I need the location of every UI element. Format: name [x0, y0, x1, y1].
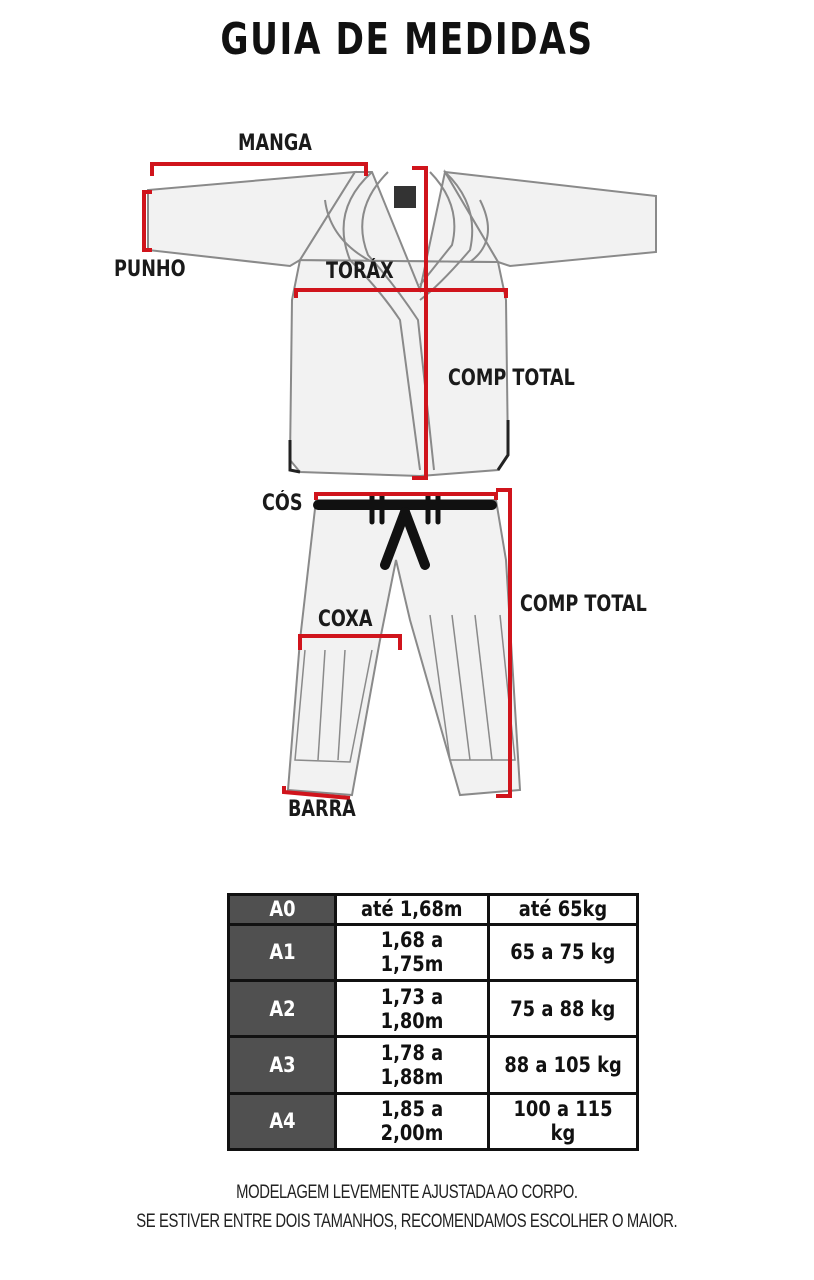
weight-range: 88 a 105 kg [489, 1037, 638, 1093]
label-coxa: COXA [318, 607, 373, 632]
size-recommendation-note: SE ESTIVER ENTRE DOIS TAMANHOS, RECOMENDAMOS ESCOLHER O MAIOR. [136, 1211, 678, 1232]
label-punho: PUNHO [114, 257, 186, 282]
size-table [227, 893, 639, 1151]
table-row [229, 895, 638, 925]
label-comp-total-jacket: COMP TOTAL [448, 366, 575, 391]
label-barra: BARRA [288, 797, 356, 822]
size-code: A2 [229, 981, 336, 1037]
height-range: até 1,68m [336, 895, 489, 925]
size-code: A3 [229, 1037, 336, 1093]
label-cos: CÓS [262, 491, 303, 516]
pants-illustration [288, 500, 520, 795]
label-comp-total-pants: COMP TOTAL [520, 592, 647, 617]
size-code: A1 [229, 924, 336, 980]
page-title: GUIA DE MEDIDAS [220, 14, 594, 65]
fit-note: MODELAGEM LEVEMENTE AJUSTADA AO CORPO. [236, 1182, 578, 1203]
label-manga: MANGA [238, 131, 312, 156]
weight-range: 100 a 115 kg [489, 1093, 638, 1149]
size-code: A0 [229, 895, 336, 925]
size-code: A4 [229, 1093, 336, 1149]
label-torax: TORÁX [326, 259, 394, 284]
table-row [229, 981, 638, 1037]
table-row [229, 924, 638, 980]
jacket-illustration [148, 172, 656, 476]
height-range: 1,78 a 1,88m [336, 1037, 489, 1093]
weight-range: 65 a 75 kg [489, 924, 638, 980]
table-row [229, 1037, 638, 1093]
weight-range: 75 a 88 kg [489, 981, 638, 1037]
height-range: 1,68 a 1,75m [336, 924, 489, 980]
height-range: 1,73 a 1,80m [336, 981, 489, 1037]
jacket-patch [394, 186, 416, 208]
height-range: 1,85 a 2,00m [336, 1093, 489, 1149]
weight-range: até 65kg [489, 895, 638, 925]
table-row [229, 1093, 638, 1149]
